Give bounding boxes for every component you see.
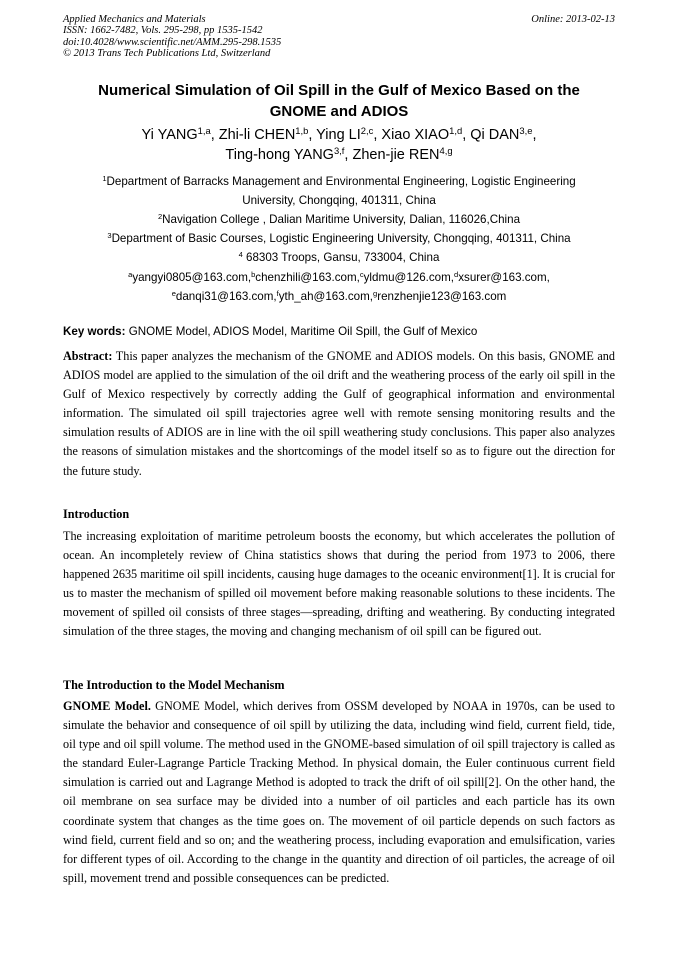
author-sup: 1,b <box>295 124 309 136</box>
keywords <box>63 324 615 340</box>
affiliation-item-cont: University, Chongqing, 401311, China <box>242 194 436 207</box>
mechanism-paragraph <box>63 697 615 888</box>
author-line-2: Ting-hong YANG$^{3,f}$, Zhen-jie REN$^{4,g}$ <box>225 144 453 163</box>
mechanism-text: GNOME Model, which derives from OSSM developed by NOAA in 1970s, can be used to simulate the behavior and consequence of oil spill by utilizing the data, including wind field, current field, tide, oil type and oil spill volume. The method used in the GNOME-based simulation of oil spill trajectory is called as the standard Euler-Lagrange Particle Tracking Method. In physical domain, the Euler continuous current field simulation is carried out and Lagrange Method is adopted to track the drift of oil spill[2]. On the other hand, the oil membrane on sea surface may be divided into a number of oil particles and each particle has its own coordinate system that changes as the time goes on. The movement of oil particle depends on such factors as wind field, current field and so on; and the weathering process, including evaporation and emulsification, varies for different types of oil. According to the change in the quantity and direction of oil particles, the acreage of oil spill, movement trend and possible consequences can be predicted. <box>63 699 615 885</box>
author-sup: 3,e <box>519 124 533 136</box>
author-name: Qi DAN <box>470 127 520 143</box>
mechanism-heading: The Introduction to the Model Mechanism <box>63 678 285 692</box>
author-sup: 1,d <box>449 124 463 136</box>
email-link[interactable]: chenzhili@163.com, <box>255 271 360 284</box>
email-link[interactable]: yangyi0805@163.com, <box>132 271 252 284</box>
email-line-1: $^a$yangyi0805@163.com,$^b$chenzhili@163.com,$^c$yldmu@126.com,$^d$xsurer@163.com, <box>128 269 550 284</box>
affiliation-item: $^3$Department of Basic Courses, Logistic Engineering University, Chongqing, 401311, China <box>107 230 571 245</box>
email-line-2: $^e$danqi31@163.com,$^f$yth_ah@163.com,$^g$renzhenjie123@163.com <box>171 288 507 303</box>
email-link[interactable]: xsurer@163.com, <box>458 271 550 284</box>
author-sup: 4,g <box>439 144 453 156</box>
author-sup: 1,a <box>197 124 211 136</box>
author-name: Ting-hong YANG <box>225 147 334 163</box>
author-name: Zhi-li CHEN <box>218 127 296 143</box>
author-name: Yi YANG <box>141 127 198 143</box>
author-name: Ying LI <box>316 127 361 143</box>
email-link[interactable]: yldmu@126.com, <box>363 271 455 284</box>
page-header <box>63 14 615 59</box>
introduction-heading: Introduction <box>63 507 130 521</box>
email-link[interactable]: yth_ah@163.com, <box>278 290 374 303</box>
online-date: Online: 2013-02-13 <box>531 14 615 25</box>
issn-line: ISSN: 1662-7482, Vols. 295-298, pp 1535-1542 <box>63 25 263 37</box>
paper-title <box>63 80 615 122</box>
keywords-text: GNOME Model, ADIOS Model, Maritime Oil Spill, the Gulf of Mexico <box>125 325 478 338</box>
author-name: Zhen-jie REN <box>352 147 440 163</box>
journal-name: Applied Mechanics and Materials <box>63 14 206 25</box>
copyright-line: © 2013 Trans Tech Publications Ltd, Switzerland <box>63 47 271 59</box>
keywords-label: Key words: <box>63 325 126 338</box>
title-line-2: GNOME and ADIOS <box>269 103 409 120</box>
introduction-text: The increasing exploitation of maritime petroleum boosts the economy, but which accelerates the pollution of ocean. An incompletely review of China statistics shows that during the period from 1973 to 2006, there happened 2635 maritime oil spill incidents, causing huge damages to the oceanic environment[1]. It is crucial for us to master the mechanism of spilled oil movement before making reasonable solutions to these incidents. The movement of spilled oil consists of three stages—spreading, drifting and weathering. By conducting integrated simulation of the three stages, the moving and changing mechanism of oil spill can be figured out. <box>63 529 615 639</box>
author-sup: 3,f <box>333 144 345 156</box>
doi-line: doi:10.4028/www.scientific.net/AMM.295-298.1535 <box>63 36 282 48</box>
abstract-text: This paper analyzes the mechanism of the GNOME and ADIOS models. On this basis, GNOME and ADIOS model are applied to the simulation of the oil drift and the weathering process of the early oil spill in the Gulf of Mexico respectively by correctly adding the Gulf of geographical information and environmental information. The simulated oil spill trajectories agree well with remote sensing monitoring results and the simulation results of ADIOS are in line with the oil spill weathering study conclusions. This paper also analyzes the reasons of simulation mistakes and the shortcomings of the model itself so as to figure out the direction for the future study. <box>63 349 615 478</box>
author-name: Xiao XIAO <box>381 127 450 143</box>
affiliation-item: $^1$Department of Barracks Management and Environmental Engineering, Logistic Engineering <box>102 173 576 188</box>
author-line-1: Yi YANG$^{1,a}$, Zhi-li CHEN$^{1,b}$, Ying LI$^{2,c}$, Xiao XIAO$^{1,d}$, Qi DAN$^{3,e}$, <box>141 124 537 143</box>
author-sup: 2,c <box>360 124 374 136</box>
affiliation-item: $^2$Navigation College , Dalian Maritime University, Dalian, 116026,China <box>157 211 521 226</box>
email-link[interactable]: renzhenjie123@163.com <box>377 290 507 303</box>
affiliation-list <box>63 172 615 267</box>
abstract-label: Abstract: <box>63 349 113 363</box>
title-line-1: Numerical Simulation of Oil Spill in the Gulf of Mexico Based on the <box>98 82 580 99</box>
gnome-model-label: GNOME Model. <box>63 699 151 713</box>
author-list <box>63 125 615 165</box>
email-link[interactable]: danqi31@163.com, <box>175 290 277 303</box>
email-list <box>63 268 615 306</box>
abstract <box>63 347 615 481</box>
affiliation-item: $^4$ 68303 Troops, Gansu, 733004, China <box>238 249 440 264</box>
